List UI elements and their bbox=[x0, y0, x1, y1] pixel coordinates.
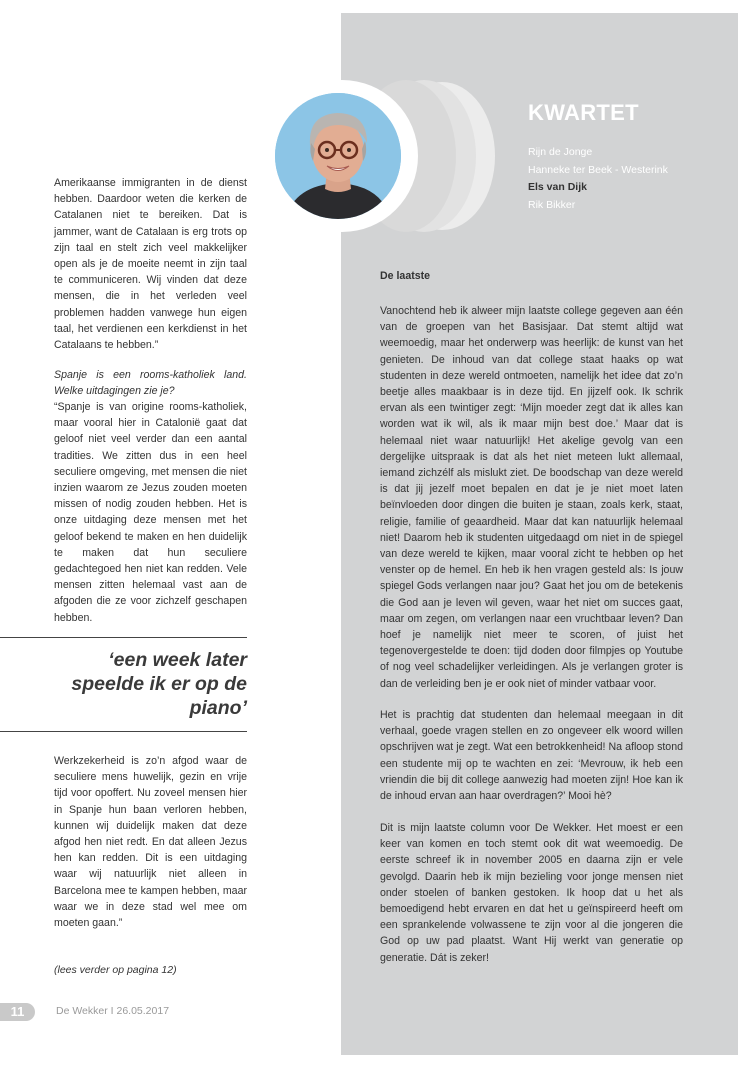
column-paragraph: Het is prachtig dat studenten dan helemaal meegaan in dit verhaal, goede vragen stellen en zo ongeveer elk woord willen opschrijven wat je zegt. Wat een betrokkenheid! Na afloop stond een studente mij op te wachten en zei: ‘Mevrouw, ik heb een vriendin die bij dit college aanwezig had moeten zijn! Hoe kan ik de inhoud ervan aan haar overdragen?’ Mooi hè? bbox=[380, 709, 683, 803]
pullquote: ‘een week later speelde ik er op de piano’ bbox=[71, 649, 247, 719]
kwartet-title: KWARTET bbox=[528, 100, 639, 125]
kwartet-member: Rijn de Jonge bbox=[528, 146, 593, 158]
kwartet-member: Rik Bikker bbox=[528, 198, 576, 211]
interview-paragraph: Amerikaanse immigranten in de dienst hebben. Daardoor weten die kerken de Catalanen niet te bereiken. Dat is jammer, want de Catalaan is erg trots op zijn taal en stelt zich veel makkelijker open als je de moeite neemt in zijn taal te communiceren. Wij vinden dat deze mensen, die in het verleden veel problemen hadden vanwege hun eigen taal, het verdienen een kerkdienst in het Catalaans te hebben.” bbox=[54, 177, 247, 352]
continued-note: (lees verder op pagina 12) bbox=[54, 964, 177, 976]
publication-info: De Wekker I 26.05.2017 bbox=[56, 1005, 170, 1017]
interview-paragraph: “Spanje is van origine rooms-katholiek, maar vooral hier in Catalonië gaat dat geloof niet veel verder dan een aantal tradities. We zitten dus in een heel seculiere omgeving, met mensen die niet inzien waarom ze Jezus zouden moeten missen of nodig zouden hebben. Het is onze uitdaging deze mensen met het geloof bekend te maken en hen duidelijk te maken dat hun seculiere gedachtegoed hen niet kan redden. Vele mensen zitten helemaal vast aan de afgoden die ze voor zichzelf geschapen hebben. bbox=[54, 401, 247, 624]
kwartet-member-active: Els van Dijk bbox=[528, 181, 587, 193]
pullquote-rule-bottom bbox=[0, 731, 247, 732]
kwartet-members bbox=[528, 144, 668, 214]
interview-question: Spanje is een rooms-katholiek land. Welke uitdagingen zie je? bbox=[54, 369, 247, 398]
author-photo-illustration bbox=[275, 93, 401, 219]
column-heading: De laatste bbox=[380, 270, 431, 282]
interview-paragraph: Werkzekerheid is zo’n afgod waar de seculiere mens huwelijk, gezin en vrije tijd voor opoffert. Nu zoveel mensen hier in Spanje hun baan verloren hebben, kunnen wij duidelijk maken dat deze afgod hen niet redt. En dat alleen Jezus hen kan redden. Dit is een uitdaging waar wij natuurlijk niet alleen in Barcelona mee te kampen hebben, maar waar we in deze stad wel mee om moeten gaan.” bbox=[54, 755, 247, 930]
kwartet-member: Hanneke ter Beek - Westerink bbox=[528, 163, 668, 176]
column-paragraph: Dit is mijn laatste column voor De Wekker. Het moest er een keer van komen en toch stemt ook dit wat weemoedig. De eerste schreef ik in november 2005 en daarna zijn er vele gevolgd. Daarin heb ik mijn bezieling voor jonge mensen niet onder stoelen of banken gestoken. Ik hoop dat u het als bemoedigend hebt ervaren en dat het u geïnspireerd heeft om een sprankelende volwassene te zijn voor al die jongeren die God op uw pad plaatst. Want Hij werkt van generatie op generatie. Dát is zeker! bbox=[380, 822, 683, 964]
column-paragraph: Vanochtend heb ik alweer mijn laatste college gegeven aan één van de groepen van het Basisjaar. Dat stemt altijd wat weemoedig, maar het onderwerp was heerlijk: de kunst van het genieten. De inhoud van dat college staat haaks op wat studenten in deze wereld ontmoeten, namelijk het idee dat zo’n beetje alles maakbaar is in deze tijd. En jijzelf ook. Ik schrik ervan als een twintiger zegt: ‘Mijn moeder zegt dat ik alles kan worden wat ik wil, als ik maar mijn best doe.’ Maar dat is helemaal niet waar natuurlijk! Het akelige gevolg van een dergelijke uitspraak is dat als het niet meteen lukt allemaal, iemand zichzélf als mislukt ziet. De boodschap van deze wereld is dat jij jezelf moet bepalen en dat je je niet moet laten beïnvloeden door dingen die buiten je staan, zoals kerk, staat, religie, familie of geaardheid. Maar dat kan natuurlijk helemaal niet! Daarom heb ik studenten uitgedaagd om niet in de spiegel van deze wereld te kijken, maar vooral zicht te hebben op het venster op de hemel. En heb ik hen vragen gesteld als: Is jouw spiegel Gods verlangen naar jou? Gaat het jou om de betekenis die God aan je leven wil geven, waar het niet om succes gaat, maar om zegen, om verlangen naar een vruchtbaar leven? Dan hoef je namelijk niet meer te scoren, of juist het tegenovergestelde te doen: tijd doden door filmpjes op Youtube of nog veel schadelijker verleidingen. Als je verlangen groter is dan de verleiding ben je er ook niet of minder vatbaar voor. bbox=[380, 305, 683, 690]
page-number: 11 bbox=[0, 1003, 35, 1021]
author-portrait bbox=[275, 93, 401, 219]
pullquote-rule-top bbox=[0, 637, 247, 638]
